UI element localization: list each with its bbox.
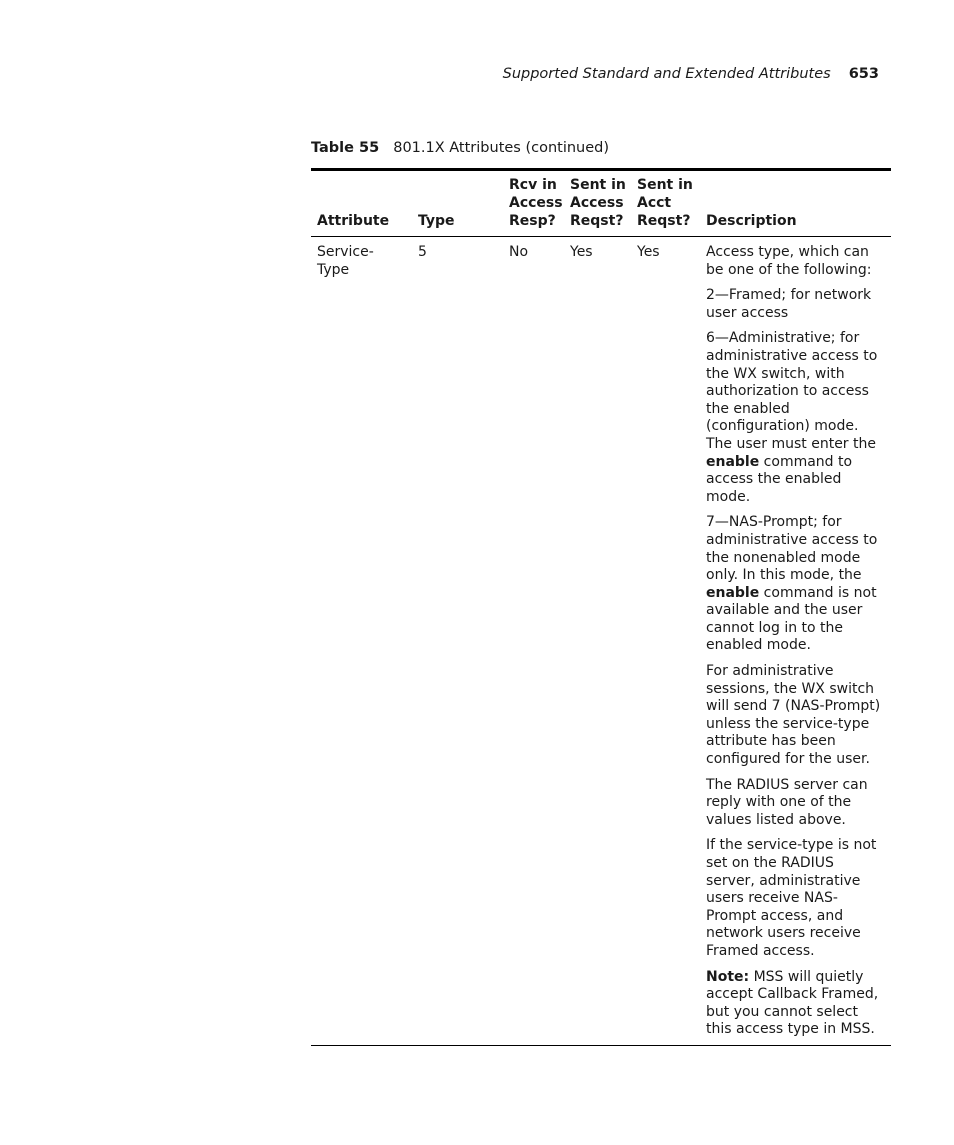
cell-sent-acct-reqst: Yes (637, 244, 660, 260)
description-administrative: 6—Administrative; for administrative access to the WX switch, with authorization to access the enabled (configuration) mode. The user must enter the enable command to access the enabled mode. (706, 330, 878, 505)
description-nas-prompt: 7—NAS-Prompt; for administrative access to the nonenabled mode only. In this mode, the enable command is not available and the user cannot log in to the enabled mode. (706, 514, 878, 654)
table-caption (311, 140, 609, 156)
description-not-set: If the service-type is not set on the RADIUS server, administrative users receive NAS-Prompt access, and network users receive Framed access. (706, 837, 877, 959)
cell-attribute: Service- Type (317, 244, 374, 278)
description-note: Note: MSS will quietly accept Callback Framed, but you cannot select this access type in MSS. (706, 968, 879, 1038)
cell-description (700, 237, 891, 1046)
attributes-table (311, 168, 891, 1046)
cell-sent-access-reqst: Yes (570, 244, 593, 260)
section-title: Supported Standard and Extended Attributes (502, 66, 831, 82)
col-header-type: Type (412, 170, 503, 237)
cell-type: 5 (418, 244, 427, 260)
description-intro: Access type, which can be one of the following: (706, 244, 872, 278)
col-header-sent-acct-reqst: Sent in Acct Reqst? (631, 170, 700, 237)
col-header-attribute: Attribute (311, 170, 412, 237)
description-admin-sessions: For administrative sessions, the WX switch will send 7 (NAS-Prompt) unless the service-type attribute has been configured for the user. (706, 663, 881, 768)
page-number: 653 (848, 66, 879, 82)
col-header-sent-access-reqst: Sent in Access Reqst? (564, 170, 631, 237)
running-header (503, 66, 879, 82)
table-caption-text: 801.1X Attributes (continued) (393, 140, 610, 156)
col-header-rcv-access-resp: Rcv in Access Resp? (503, 170, 564, 237)
table-row (311, 237, 891, 1046)
cell-rcv-access-resp: No (509, 244, 529, 260)
description-framed: 2—Framed; for network user access (706, 287, 872, 321)
description-radius-reply: The RADIUS server can reply with one of the values listed above. (706, 776, 868, 828)
table-label: Table 55 (311, 140, 380, 156)
table-header-row (311, 170, 891, 237)
col-header-description: Description (700, 170, 891, 237)
